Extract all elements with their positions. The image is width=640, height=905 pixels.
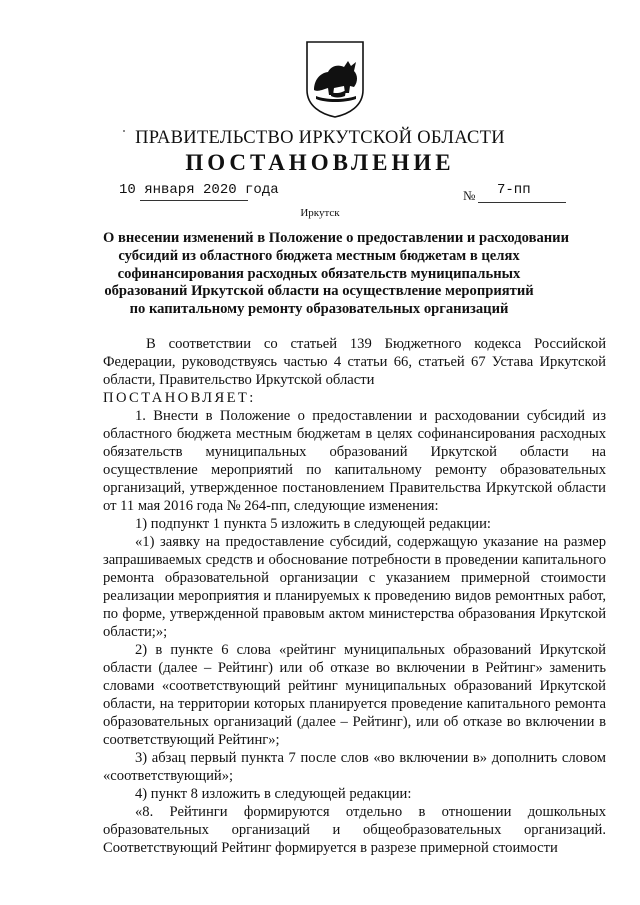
subitem-3-paragraph: 3) абзац первый пункта 7 после слов «во включении в» дополнить словом «соответствующий»; — [103, 750, 606, 784]
document-subject — [103, 230, 569, 319]
number-sign: № — [463, 188, 476, 203]
date-underline — [140, 200, 248, 201]
subitem-1-quote-paragraph: «1) заявку на предоставление субсидий, содержащую указание на размер запрашиваемых средств и обоснование потребности в проведении капитального ремонта образовательной организации с указанием примерной стоимости реализации мероприятия и планируемых к проведению видов ремонтных работ, по форме, утвержденной правовым актом министерства образования Иркутской области;»; — [103, 534, 606, 640]
subject-line: софинансирования расходных обязательств муниципальных — [117, 265, 521, 282]
preamble-paragraph: В соответствии со статьей 139 Бюджетного кодекса Российской Федерации, руководствуясь частью 4 статьи 66, статьей 67 Устава Иркутской области, Правительство Иркутской области — [103, 336, 606, 388]
government-name: ПРАВИТЕЛЬСТВО ИРКУТСКОЙ ОБЛАСТИ — [135, 128, 505, 148]
subitem-2-paragraph: 2) в пункте 6 слова «рейтинг муниципальных образований Иркутской области (далее – Рейтинг) или об отказе во включении в Рейтинг» заменить словами «соответствующий рейтинг муниципальных образований Иркутской области, на территории которых планируется проведение капитального ремонта образовательных организаций (далее – Рейтинг), или об отказе во включении в соответствующий Рейтинг»; — [103, 642, 606, 748]
item-1-paragraph: 1. Внести в Положение о предоставлении и расходовании субсидий из областного бюджета местным бюджетам в целях софинансирования расходных обязательств муниципальных образований Иркутской области на осуществление мероприятий по капитальному ремонту образовательных организаций, утвержденное постановлением Правительства Иркутской области от 11 мая 2016 года № 264-пп, следующие изменения: — [103, 408, 606, 514]
subitem-1-paragraph: 1) подпункт 1 пункта 5 изложить в следующей редакции: — [135, 516, 491, 532]
document-date: 10 января 2020 года — [119, 182, 279, 198]
subitem-4-paragraph: 4) пункт 8 изложить в следующей редакции: — [135, 786, 412, 802]
subject-line: О внесении изменений в Положение о предоставлении и расходовании — [103, 230, 569, 246]
document-type-title: ПОСТАНОВЛЕНИЕ — [185, 150, 455, 175]
city-name: Иркутск — [300, 207, 340, 219]
subject-line: субсидий из областного бюджета местным бюджетам в целях — [118, 247, 520, 264]
subject-line: образований Иркутской области на осуществление мероприятий — [104, 283, 534, 300]
decree-word: ПОСТАНОВЛЯЕТ: — [103, 390, 256, 406]
subitem-4-quote-paragraph: «8. Рейтинги формируются отдельно в отношении дошкольных образовательных организаций и общеобразовательных организаций. Соответствующий Рейтинг формируется в разрезе примерной стоимости — [103, 804, 606, 856]
irkutsk-coat-of-arms-emblem — [304, 40, 366, 118]
subject-line: по капитальному ремонту образовательных организаций — [129, 301, 509, 318]
document-body — [103, 335, 606, 857]
document-number: 7-пп — [497, 182, 531, 198]
number-underline — [478, 202, 566, 203]
